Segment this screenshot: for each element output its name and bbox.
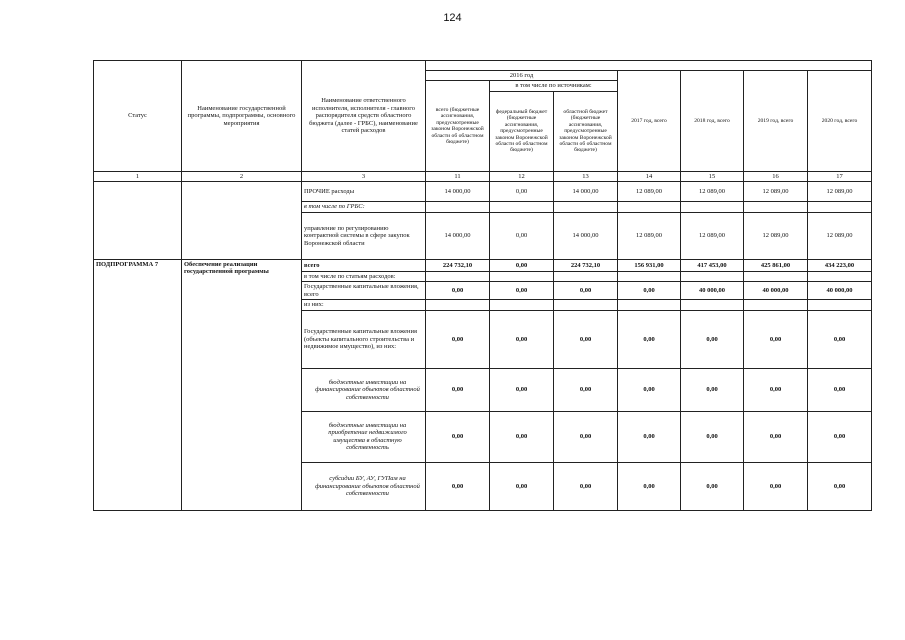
row-label: Государственные капитальные вложения, всего <box>302 282 426 300</box>
cell-value <box>490 202 554 212</box>
cell-value <box>554 202 618 212</box>
cell-value <box>808 300 872 310</box>
cell-value: 0,00 <box>554 368 618 411</box>
col-number: 14 <box>618 171 681 181</box>
header-federal-2016: федеральный бюджет (бюджетные ассигнования, предусмотренные законом Воронежской области об областном бюджете) <box>490 91 554 171</box>
row-label: в том числе по статьям расходов: <box>302 271 426 281</box>
row-label: субсидии БУ, АУ, ГУПам на финансирование объектов областной собственности <box>302 462 426 510</box>
table-row <box>94 182 872 202</box>
cell-value: 0,00 <box>681 462 744 510</box>
col-number: 11 <box>426 171 490 181</box>
cell-value: 0,00 <box>618 282 681 300</box>
cell-value: 0,00 <box>808 411 872 462</box>
block1-status-cell <box>94 182 182 259</box>
cell-value: 0,00 <box>426 310 490 368</box>
budget-table <box>93 60 872 511</box>
cell-value: 0,00 <box>808 368 872 411</box>
col-number: 16 <box>744 171 808 181</box>
cell-value: 224 732,10 <box>554 259 618 271</box>
cell-value: 0,00 <box>426 368 490 411</box>
header-2019: 2019 год, всего <box>744 71 808 172</box>
header-2017: 2017 год, всего <box>618 71 681 172</box>
cell-value: 12 089,00 <box>681 212 744 259</box>
cell-value: 0,00 <box>618 462 681 510</box>
cell-value <box>426 300 490 310</box>
cell-value: 0,00 <box>554 282 618 300</box>
cell-value: 0,00 <box>426 462 490 510</box>
cell-value: 0,00 <box>744 462 808 510</box>
header-2020: 2020 год, всего <box>808 71 872 172</box>
cell-value <box>744 271 808 281</box>
block1-name-cell <box>182 182 302 259</box>
subprogram-name: Обеспечение реализации государственной программы <box>182 259 302 510</box>
cell-value <box>681 300 744 310</box>
cell-value <box>808 202 872 212</box>
row-label: из них: <box>302 300 426 310</box>
cell-value: 0,00 <box>490 282 554 300</box>
col-number: 3 <box>302 171 426 181</box>
cell-value <box>744 202 808 212</box>
cell-value: 14 000,00 <box>426 182 490 202</box>
cell-value: 0,00 <box>681 310 744 368</box>
cell-value <box>681 271 744 281</box>
cell-value: 0,00 <box>490 368 554 411</box>
cell-value <box>808 271 872 281</box>
cell-value: 12 089,00 <box>808 182 872 202</box>
cell-value: 224 732,10 <box>426 259 490 271</box>
page-number: 124 <box>443 12 462 24</box>
cell-value: 425 861,00 <box>744 259 808 271</box>
cell-value: 14 000,00 <box>554 182 618 202</box>
cell-value: 417 453,00 <box>681 259 744 271</box>
row-label: ПРОЧИЕ расходы <box>302 182 426 202</box>
cell-value <box>426 202 490 212</box>
cell-value: 0,00 <box>744 310 808 368</box>
col-number: 17 <box>808 171 872 181</box>
header-year-2016: 2016 год <box>426 71 618 81</box>
cell-value: 0,00 <box>618 310 681 368</box>
col-number: 2 <box>182 171 302 181</box>
column-number-row <box>94 171 872 181</box>
cell-value <box>490 300 554 310</box>
cell-value <box>554 300 618 310</box>
cell-value: 0,00 <box>490 310 554 368</box>
cell-value: 434 223,00 <box>808 259 872 271</box>
cell-value: 14 000,00 <box>426 212 490 259</box>
header-total-2016: всего (бюджетные ассигнования, предусмотренные законом Воронежской области об областном бюджете) <box>426 81 490 171</box>
cell-value: 0,00 <box>490 212 554 259</box>
cell-value: 0,00 <box>808 462 872 510</box>
cell-value: 12 089,00 <box>744 182 808 202</box>
cell-value: 12 089,00 <box>681 182 744 202</box>
cell-value <box>618 271 681 281</box>
cell-value: 14 000,00 <box>554 212 618 259</box>
subprogram-status: ПОДПРОГРАММА 7 <box>94 259 182 510</box>
cell-value: 0,00 <box>681 411 744 462</box>
cell-value <box>554 271 618 281</box>
cell-value: 0,00 <box>618 368 681 411</box>
header-regional-2016: областной бюджет (бюджетные ассигнования, предусмотренные законом Воронежской области об областном бюджете) <box>554 91 618 171</box>
cell-value: 0,00 <box>490 182 554 202</box>
cell-value <box>618 202 681 212</box>
col-number: 15 <box>681 171 744 181</box>
col-number: 12 <box>490 171 554 181</box>
cell-value: 40 000,00 <box>744 282 808 300</box>
cell-value: 0,00 <box>744 368 808 411</box>
col-number: 1 <box>94 171 182 181</box>
header-blank-row <box>94 61 872 71</box>
row-label: управление по регулированию контрактной системы в сфере закупок Воронежской области <box>302 212 426 259</box>
cell-value: 0,00 <box>744 411 808 462</box>
cell-value: 0,00 <box>554 310 618 368</box>
cell-value: 12 089,00 <box>618 182 681 202</box>
table-row <box>94 259 872 271</box>
cell-value: 0,00 <box>618 411 681 462</box>
cell-value: 0,00 <box>808 310 872 368</box>
header-status: Статус <box>94 61 182 172</box>
cell-value: 0,00 <box>490 259 554 271</box>
cell-value: 0,00 <box>681 368 744 411</box>
cell-value: 12 089,00 <box>808 212 872 259</box>
cell-value: 0,00 <box>426 282 490 300</box>
cell-value: 40 000,00 <box>808 282 872 300</box>
row-label: всего <box>302 259 426 271</box>
row-label: бюджетные инвестиции на финансирование объектов областной собственности <box>302 368 426 411</box>
cell-value <box>744 300 808 310</box>
header-executor: Наименование ответственного исполнителя, исполнителя - главного распорядителя средств областного бюджета (далее - ГРБС), наименование статей расходов <box>302 61 426 172</box>
cell-value <box>426 271 490 281</box>
cell-value: 12 089,00 <box>744 212 808 259</box>
row-label: в том числе по ГРБС: <box>302 202 426 212</box>
row-label: Государственные капитальные вложения (объекты капитального строительства и недвижимое имущество), из них: <box>302 310 426 368</box>
cell-value <box>618 300 681 310</box>
cell-value: 0,00 <box>490 411 554 462</box>
col-number: 13 <box>554 171 618 181</box>
cell-value: 0,00 <box>554 462 618 510</box>
cell-value <box>681 202 744 212</box>
cell-value: 40 000,00 <box>681 282 744 300</box>
cell-value <box>490 271 554 281</box>
cell-value: 12 089,00 <box>618 212 681 259</box>
cell-value: 156 931,00 <box>618 259 681 271</box>
cell-value: 0,00 <box>490 462 554 510</box>
cell-value: 0,00 <box>426 411 490 462</box>
row-label: бюджетные инвестиции на приобретение недвижимого имущества в областную собственность <box>302 411 426 462</box>
cell-value: 0,00 <box>554 411 618 462</box>
header-2018: 2018 год, всего <box>681 71 744 172</box>
header-blank-cell <box>426 61 872 71</box>
header-program-name: Наименование государственной программы, подпрограммы, основного мероприятия <box>182 61 302 172</box>
header-by-sources: в том числе по источникам: <box>490 81 618 91</box>
